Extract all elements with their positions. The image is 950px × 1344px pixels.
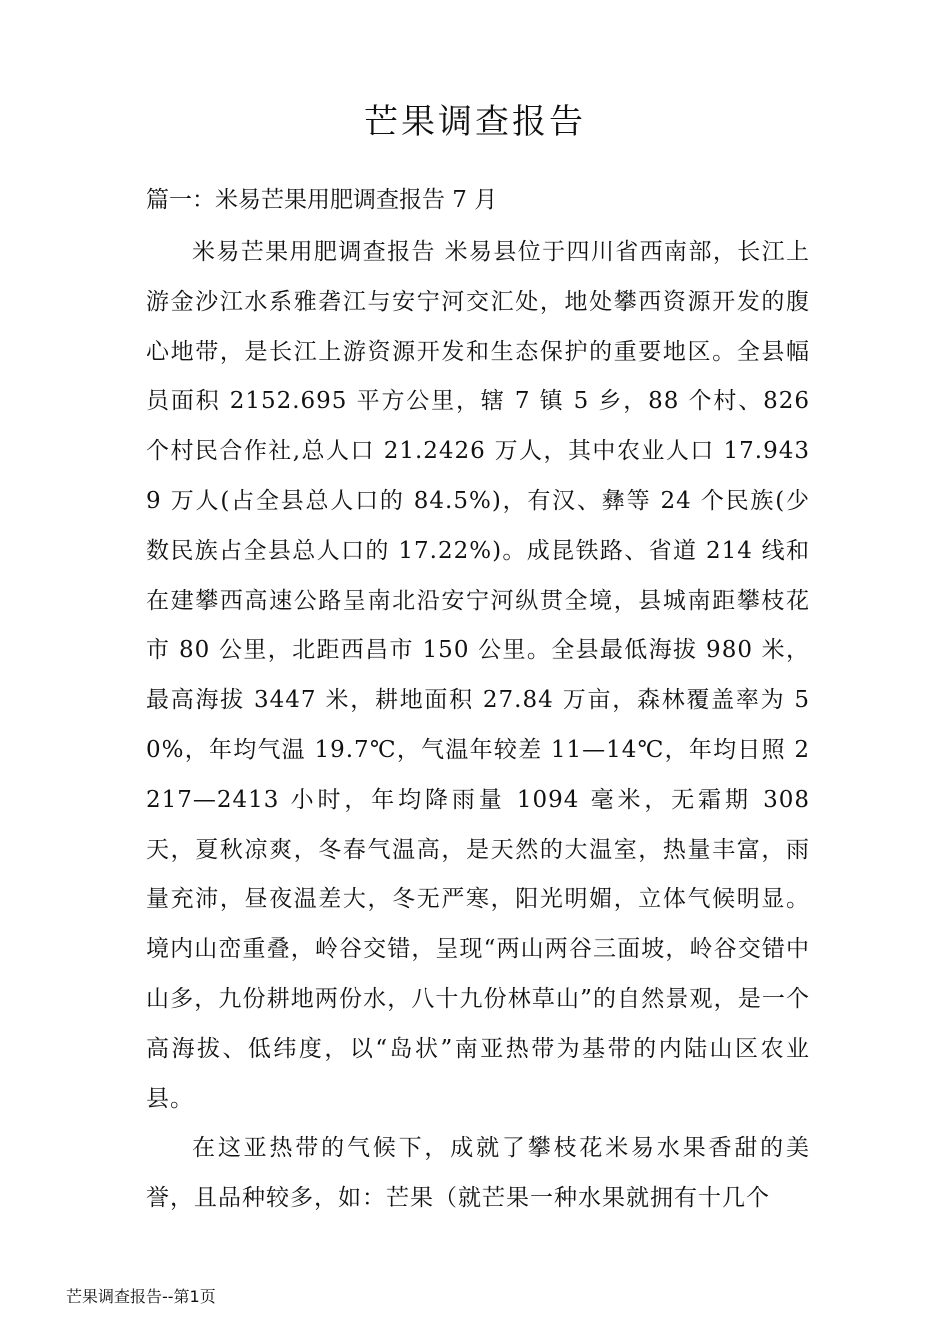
page-footer: 芒果调查报告--第1页 (66, 1287, 216, 1306)
paragraph-1: 米易芒果用肥调查报告 米易县位于四川省西南部，长江上游金沙江水系雅砻江与安宁河交汇处，地处攀西资源开发的腹心地带，是长江上游资源开发和生态保护的重要地区。全县幅员面积 2152.695 平方公里，辖 7 镇 5 乡，88 个村、826 个村民合作社,总人口 21.2426 万人，其中农业人口 17.9439 万人(占全县总人口的 84.5%)，有汉、彝等 24 个民族(少数民族占全县总人口的 17.22%)。成昆铁路、省道 214 线和在建攀西高速公路呈南北沿安宁河纵贯全境，县城南距攀枝花市 80 公里，北距西昌市 150 公里。全县最低海拔 980 米，最高海拔 3447 米，耕地面积 27.84 万亩，森林覆盖率为 50%，年均气温 19.7℃，气温年较差 11—14℃，年均日照 2217—2413 小时，年均降雨量 1094 毫米，无霜期 308 天，夏秋凉爽，冬春气温高，是天然的大温室，热量丰富，雨量充沛，昼夜温差大，冬无严寒，阳光明媚，立体气候明显。境内山峦重叠，岭谷交错，呈现“两山两谷三面坡，岭谷交错中山多，九份耕地两份水，八十九份林草山”的自然景观，是一个高海拔、低纬度，以“岛状”南亚热带为基带的内陆山区农业县。 (146, 239, 810, 1112)
paragraph-2: 在这亚热带的气候下，成就了攀枝花米易水果香甜的美誉，且品种较多，如：芒果（就芒果一种水果就拥有十几个 (146, 1135, 810, 1212)
body-text (146, 228, 810, 1224)
page-title: 芒果调查报告 (364, 102, 586, 142)
section-heading: 篇一：米易芒果用肥调查报告 7 月 (146, 187, 498, 213)
